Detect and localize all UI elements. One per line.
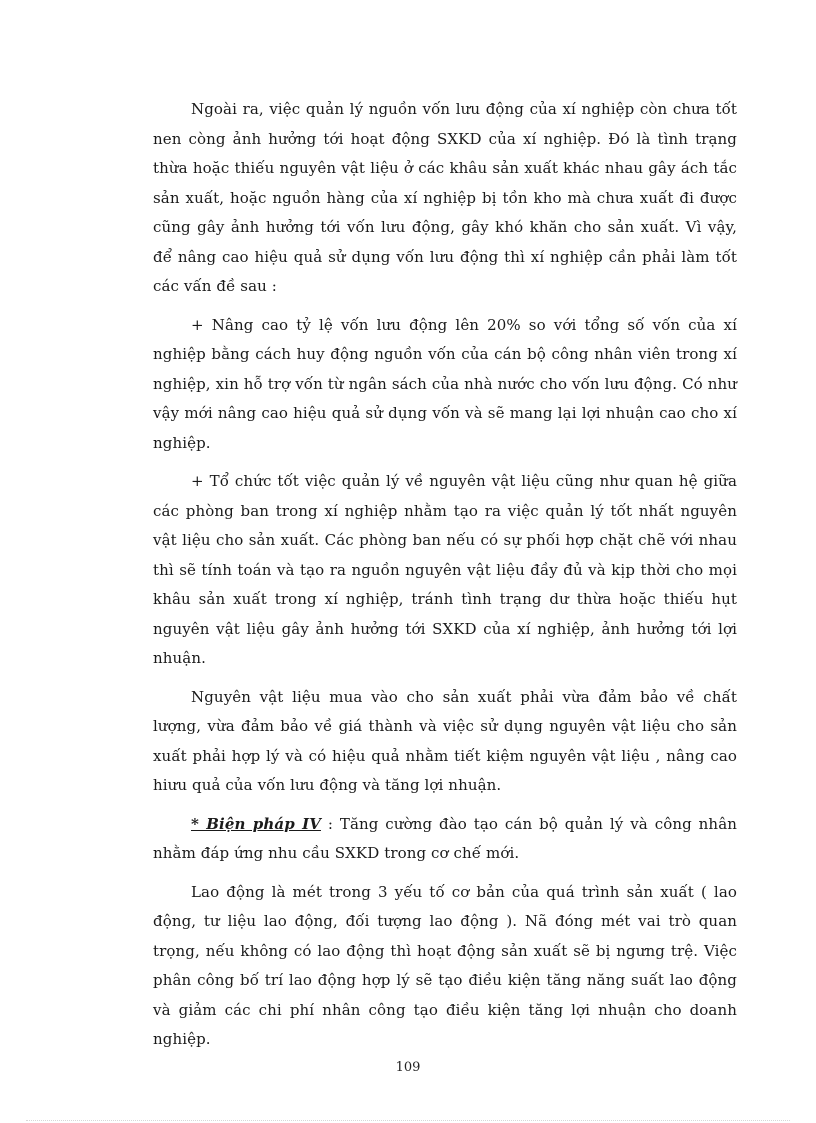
body-text <box>153 95 737 1064</box>
paragraph-raise-capital-ratio: + Nâng cao tỷ lệ vốn lưu động lên 20% so với tổng số vốn của xí nghiệp bằng cách huy động nguồn vốn của cán bộ công nhân viên trong xí nghiệp, xin hỗ trợ vốn từ ngân sách của nhà nước cho vốn lưu động. Có như vậy mới nâng cao hiệu quả sử dụng vốn và sẽ mang lại lợi nhuận cao cho xí nghiệp. <box>153 315 737 452</box>
paragraph-working-capital: Ngoài ra, việc quản lý nguồn vốn lưu động của xí nghiệp còn chưa tốt nen còng ảnh hưởng tới hoạt động SXKD của xí nghiệp. Đó là tình trạng thừa hoặc thiếu nguyên vật liệu ở các khâu sản xuất khác nhau gây ách tắc sản xuất, hoặc nguồn hàng của xí nghiệp bị tồn kho mà chưa xuất đi được cũng gây ảnh hưởng tới vốn lưu động, gây khó khăn cho sản xuất. Vì vậy, để nâng cao hiệu quả sử dụng vốn lưu động thì xí nghiệp cần phải làm tốt các vấn đề sau : <box>153 100 737 295</box>
paragraph-labor: Lao động là mét trong 3 yếu tố cơ bản của quá trình sản xuất ( lao động, tư liệu lao động, đối tượng lao động ). Nã đóng mét vai trò quan trọng, nếu không có lao động thì hoạt động sản xuất sẽ bị ngưng trệ. Việc phân công bố trí lao động hợp lý sẽ tạo điều kiện tăng năng suất lao động và giảm các chi phí nhân công tạo điều kiện tăng lợi nhuận cho doanh nghiệp. <box>153 882 737 1048</box>
page-number: 109 <box>395 1060 421 1075</box>
paragraph-materials-purchase: Nguyên vật liệu mua vào cho sản xuất phải vừa đảm bảo về chất lượng, vừa đảm bảo về giá thành và việc sử dụng nguyên vật liệu cho sản xuất phải hợp lý và có hiệu quả nhằm tiết kiệm nguyên vật liệu , nâng cao hiưu quả của vốn lưu động và tăng lợi nhuận. <box>153 687 737 794</box>
measure-heading-text: : Tăng cường đào tạo cán bộ quản lý và công nhân nhằm đáp ứng nhu cầu SXKD trong cơ chế mới. <box>153 814 737 862</box>
measure-heading-paragraph <box>153 810 737 869</box>
measure-heading-label: * Biện pháp IV <box>191 814 321 833</box>
page-bottom-divider <box>26 1120 790 1121</box>
paragraph-materials-management: + Tổ chức tốt việc quản lý về nguyên vật liệu cũng như quan hệ giữa các phòng ban trong xí nghiệp nhằm tạo ra việc quản lý tốt nhất nguyên vật liệu cho sản xuất. Các phòng ban nếu có sự phối hợp chặt chẽ với nhau thì sẽ tính toán và tạo ra nguồn nguyên vật liệu đầy đủ và kịp thời cho mọi khâu sản xuất trong xí nghiệp, tránh tình trạng dư thừa hoặc thiếu hụt nguyên vật liệu gây ảnh hưởng tới SXKD của xí nghiệp, ảnh hưởng tới lợi nhuận. <box>153 472 737 667</box>
